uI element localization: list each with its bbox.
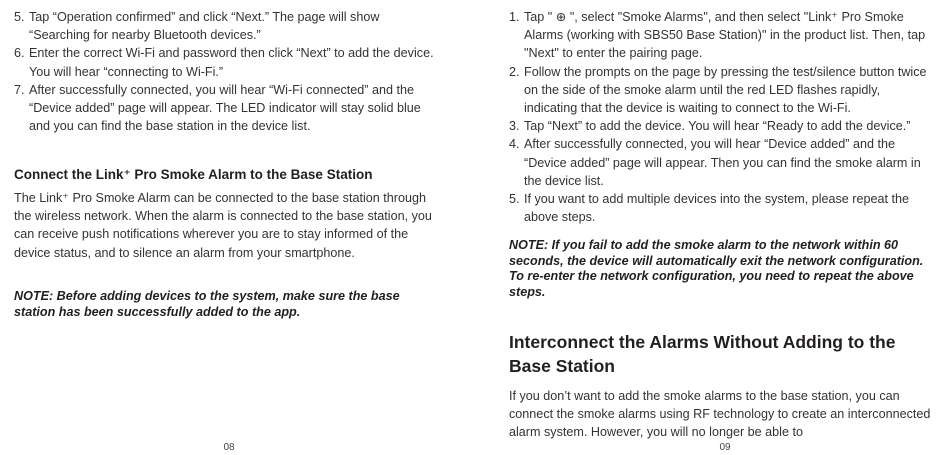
list-item — [509, 117, 934, 135]
step-number: 7. — [14, 82, 25, 97]
list-item — [509, 63, 934, 118]
step-text: Tap " ⊕ ", select "Smoke Alarms", and then select "Link⁺ Pro Smoke Alarms (working with SBS50 Base Station)" in the product list. Then, tap "Next" to enter the pairing page. — [524, 10, 926, 61]
note-text: NOTE: Before adding devices to the system, make sure the base station has been successfully added to the app. — [14, 289, 400, 319]
step-number: 1. — [509, 10, 520, 24]
step-text: Tap “Next” to add the device. You will hear “Ready to add the device.” — [524, 119, 911, 134]
note-text: NOTE: If you fail to add the smoke alarm to the network within 60 seconds, the device will automatically exit the network configuration. To re-enter the network configuration, you need to repeat the above steps. — [509, 238, 924, 299]
step-number: 3. — [509, 119, 520, 134]
step-number: 6. — [14, 46, 25, 61]
step-text: After successfully connected, you will hear “Wi-Fi connected” and the “Device added” page will appear. The LED indicator will stay solid blue and you can find the base station in the device list. — [29, 82, 421, 134]
section-heading: Connect the Link⁺ Pro Smoke Alarm to the Base Station — [14, 167, 373, 182]
right-step-list — [509, 8, 934, 226]
list-item — [509, 190, 934, 226]
left-page — [14, 0, 439, 455]
left-step-list — [14, 8, 439, 135]
page-number: 09 — [719, 442, 731, 453]
step-number: 4. — [509, 137, 520, 152]
section-heading: Interconnect the Alarms Without Adding to the Base Station — [509, 332, 896, 376]
list-item — [509, 8, 934, 63]
step-number: 5. — [14, 10, 25, 24]
step-text: Enter the correct Wi-Fi and password then click “Next” to add the device. You will hear “connecting to Wi-Fi.” — [29, 46, 434, 79]
list-item — [509, 135, 934, 190]
step-text: After successfully connected, you will hear “Device added” and the “Device added” page will appear. Then you can find the smoke alarm in the device list. — [524, 137, 921, 188]
step-number: 5. — [509, 192, 520, 207]
list-item — [14, 81, 439, 136]
step-text: Follow the prompts on the page by pressing the test/silence button twice on the side of the smoke alarm until the red LED flashes rapidly, indicating that the device is waiting to connect to the Wi-Fi. — [524, 64, 927, 116]
list-item — [14, 44, 439, 80]
step-text: If you want to add multiple devices into the system, please repeat the above steps. — [524, 192, 910, 225]
step-number: 2. — [509, 64, 520, 79]
list-item — [14, 8, 439, 44]
right-page — [509, 0, 934, 455]
body-paragraph: If you don’t want to add the smoke alarms to the base station, you can connect the smoke alarms using RF technology to create an interconnected alarm system. However, you will no longer be able to — [509, 389, 931, 440]
body-paragraph: The Link⁺ Pro Smoke Alarm can be connected to the base station through the wireless network. When the alarm is connected to the base station, you can receive push notifications wherever you are to stay informed of the device status, and to silence an alarm from your smartphone. — [14, 191, 432, 260]
step-text: Tap “Operation confirmed” and click “Next.” The page will show “Searching for nearby Bluetooth devices.” — [29, 10, 380, 43]
page-number: 08 — [223, 442, 235, 453]
